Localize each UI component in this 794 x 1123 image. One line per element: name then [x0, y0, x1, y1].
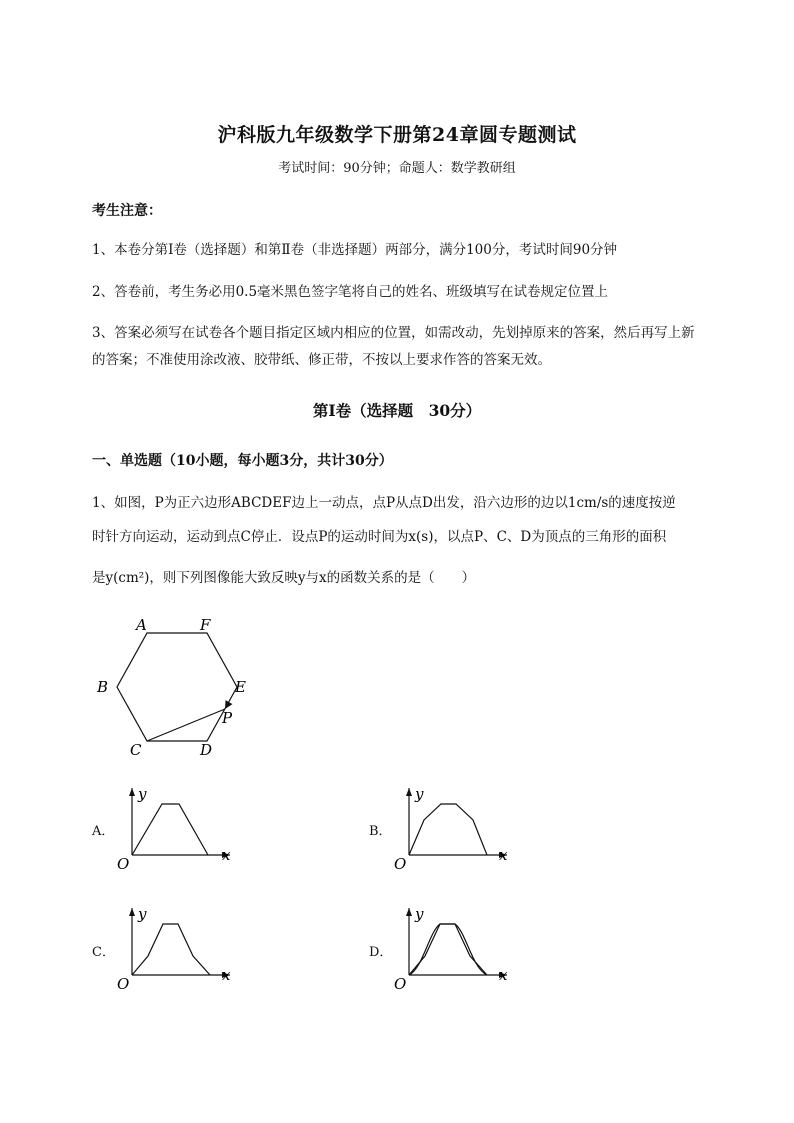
option-d-x-label: x	[499, 966, 508, 984]
option-c-y-label: y	[138, 905, 147, 923]
option-b-x-label: x	[499, 846, 508, 864]
option-a-graph[interactable]	[112, 782, 242, 872]
notice-item-3-cont: 的答案；不准使用涂改液、胶带纸、修正带，不按以上要求作答的答案无效。	[92, 352, 551, 368]
option-c-origin-label: O	[117, 975, 130, 992]
option-a-label[interactable]: A．	[92, 824, 115, 839]
option-d-y-label: y	[415, 905, 424, 923]
part-title: 一、单选题（10小题，每小题3分，共计30分）	[92, 453, 393, 469]
option-d-graph[interactable]	[389, 902, 519, 992]
option-d-origin-label: O	[394, 975, 407, 992]
section-title: 第I卷（选择题 30分）	[312, 401, 482, 420]
option-d-curve	[409, 924, 487, 975]
option-b-origin-label: O	[394, 855, 407, 872]
exam-info: 考试时间：90分钟；命题人：数学教研组	[278, 161, 516, 176]
question-1-line-1: 1、如图，P为正六边形ABCDEF边上一动点，点P从点D出发，沿六边形的边以1cm/s的速度按逆	[92, 495, 676, 511]
page-title: 沪科版九年级数学下册第24章圆专题测试	[217, 124, 577, 146]
option-b-graph[interactable]	[389, 782, 519, 872]
question-1-line-2: 时针方向运动，运动到点C停止．设点P的运动时间为x(s)，以点P、C、D为顶点的三角形的面积	[92, 529, 667, 545]
option-c-curve	[132, 924, 210, 975]
option-a-y-label: y	[138, 785, 147, 803]
notice-heading: 考生注意：	[92, 203, 162, 219]
option-c-graph[interactable]	[112, 902, 242, 992]
label-d: D	[200, 741, 213, 759]
option-b-label[interactable]: B．	[369, 824, 392, 839]
option-a-curve	[132, 804, 208, 855]
hexagon-shape	[117, 633, 237, 741]
option-a-x-label: x	[222, 846, 231, 864]
option-d-polyline	[409, 924, 487, 975]
segment-cp	[147, 709, 225, 741]
option-b-curve	[409, 804, 487, 855]
label-e: E	[235, 678, 246, 696]
option-c-label[interactable]: C．	[92, 945, 115, 960]
question-1-line-3: 是y(cm²)，则下列图像能大致反映y与x的函数关系的是（ ）	[92, 570, 476, 586]
option-a-origin-label: O	[117, 855, 130, 872]
label-c: C	[130, 741, 142, 759]
option-c-x-label: x	[222, 966, 231, 984]
label-a: A	[136, 616, 147, 634]
notice-item-1: 1、本卷分第I卷（选择题）和第Ⅱ卷（非选择题）两部分，满分100分，考试时间90分钟	[92, 242, 618, 258]
option-b-y-label: y	[415, 785, 424, 803]
notice-item-3: 3、答案必须写在试卷各个题目指定区域内相应的位置，如需改动，先划掉原来的答案，然后再写上新	[92, 325, 695, 341]
label-f: F	[200, 616, 211, 634]
label-p: P	[222, 709, 233, 727]
notice-item-2: 2、答卷前，考生务必用0.5毫米黑色签字笔将自己的姓名、班级填写在试卷规定位置上	[92, 284, 609, 300]
label-b: B	[97, 678, 109, 696]
option-d-label[interactable]: D．	[369, 945, 393, 960]
hexagon-figure	[90, 612, 260, 764]
